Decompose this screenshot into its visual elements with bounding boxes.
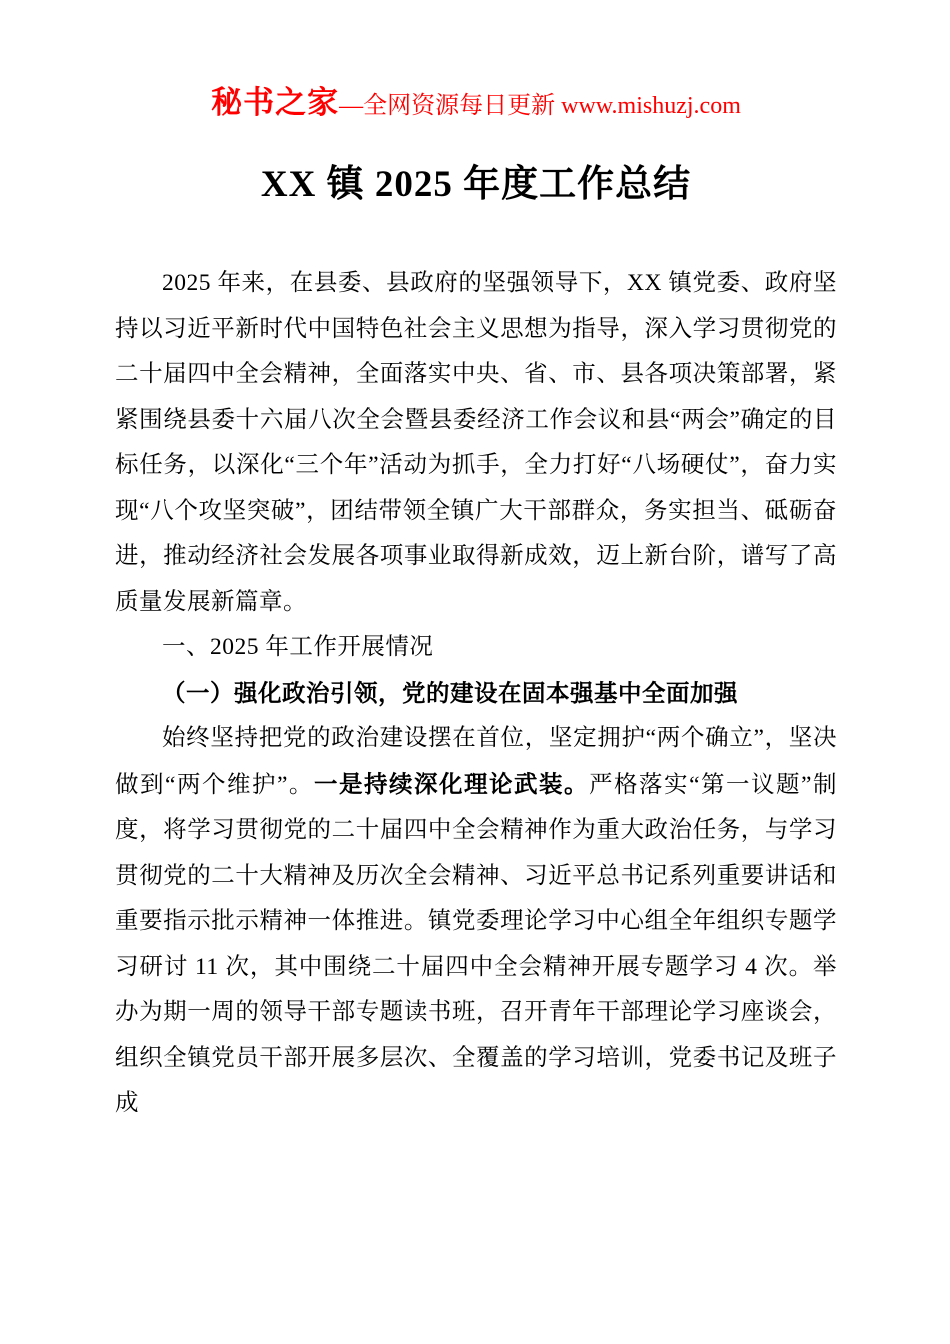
document-title: XX 镇 2025 年度工作总结: [260, 164, 692, 205]
paragraph-theory-building: [115, 716, 837, 1127]
site-tagline: —全网资源每日更新: [339, 93, 562, 119]
paragraph-theory-text-1: 始终坚持把党的政治建设摆在首位，坚定拥护“两个确立”，坚决做到“两个维护”。: [115, 725, 837, 798]
subsection-heading-1: （一）强化政治引领，党的建设在固本强基中全面加强: [162, 679, 738, 706]
site-url-link[interactable]: www.mishuzj.com: [561, 93, 741, 119]
site-brand: 秘书之家: [211, 85, 340, 120]
paragraph-theory-text-2: 严格落实“第一议题”制度，将学习贯彻党的二十届四中全会精神作为重大政治任务，与学习贯彻党的二十大精神及历次全会精神、习近平总书记系列重要讲话和重要指示批示精神一体推进。镇党委理论学习中心组全年组织专题学习研讨 11 次，其中围绕二十届四中全会精神开展专题学习 4 次。举办为期一周的领导干部专题读书班，召开青年干部理论学习座谈会，组织全镇党员干部开展多层次、全覆盖的学习培训，党委书记及班子成: [115, 771, 837, 1116]
section-heading-1: 一、2025 年工作开展情况: [162, 634, 434, 660]
site-header: [115, 86, 837, 123]
paragraph-theory-bold-lead: 一是持续深化理论武装。: [313, 770, 590, 797]
paragraph-intro: 2025 年来，在县委、县政府的坚强领导下，XX 镇党委、政府坚持以习近平新时代中国特色社会主义思想为指导，深入学习贯彻党的二十届四中全会精神，全面落实中央、省、市、县各项决策部署，紧紧围绕县委十六届八次全会暨县委经济工作会议和县“两会”确定的目标任务，以深化“三个年”活动为抓手，全力打好“八场硬仗”，奋力实现“八个攻坚突破”，团结带领全镇广大干部群众，务实担当、砥砺奋进，推动经济社会发展各项事业取得新成效，迈上新台阶，谱写了高质量发展新篇章。: [115, 270, 837, 615]
